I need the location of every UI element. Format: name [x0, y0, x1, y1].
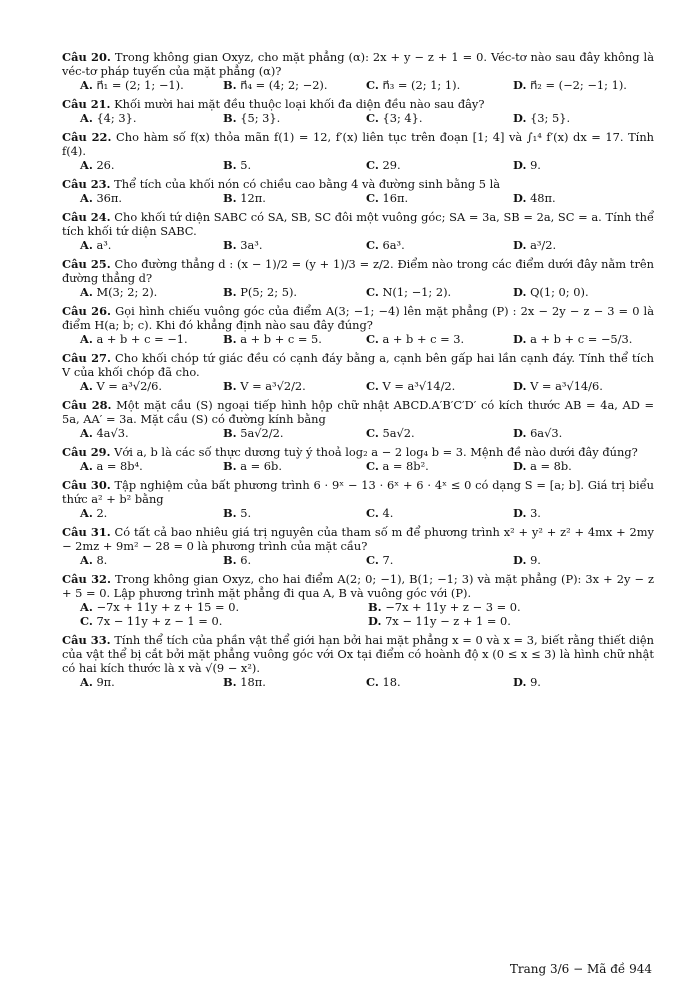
answer-option — [513, 379, 654, 393]
answer-options — [62, 332, 654, 346]
answer-option — [513, 78, 654, 92]
option-text: 5. — [240, 506, 252, 520]
option-letter: D. — [513, 379, 527, 393]
option-text: {3; 4}. — [382, 111, 423, 125]
option-text: −7x + 11y + z + 15 = 0. — [96, 600, 240, 614]
option-letter: A. — [80, 379, 93, 393]
option-letter: B. — [223, 553, 237, 567]
option-text: 6a√3. — [530, 426, 563, 440]
option-text: n⃗₁ = (2; 1; −1). — [96, 78, 184, 92]
option-text: 36π. — [96, 191, 123, 205]
option-text: 6a³. — [382, 238, 405, 252]
answer-option — [366, 332, 513, 346]
answer-option — [368, 614, 654, 628]
option-text: a + b + c = −5/3. — [530, 332, 633, 346]
question-text: Trong không gian Oxyz, cho mặt phẳng (α): 2x + y − z + 1 = 0. Véc-tơ nào sau đây không là véc-tơ pháp tuyến của mặt phẳng (α)? — [62, 50, 654, 78]
question-number: Câu 26. — [62, 304, 111, 318]
option-text: a³. — [96, 238, 112, 252]
question-stem — [62, 445, 654, 459]
question-text: Với a, b là các số thực dương tuỳ ý thoả log₂ a − 2 log₄ b = 3. Mệnh đề nào dưới đây đúng? — [114, 445, 638, 459]
option-letter: C. — [366, 111, 379, 125]
question-stem — [62, 398, 654, 426]
option-letter: B. — [223, 191, 237, 205]
answer-option — [223, 379, 366, 393]
question-number: Câu 27. — [62, 351, 111, 365]
answer-option — [223, 78, 366, 92]
question-number: Câu 33. — [62, 633, 111, 647]
option-letter: B. — [223, 506, 237, 520]
answer-option — [513, 111, 654, 125]
question-block — [62, 525, 654, 567]
option-text: 7. — [382, 553, 394, 567]
answer-option — [366, 191, 513, 205]
answer-option — [223, 158, 366, 172]
answer-option — [80, 675, 223, 689]
option-letter: B. — [223, 111, 237, 125]
option-letter: A. — [80, 675, 93, 689]
question-number: Câu 24. — [62, 210, 111, 224]
option-text: M(3; 2; 2). — [96, 285, 158, 299]
option-text: 18π. — [240, 675, 266, 689]
answer-option — [80, 459, 223, 473]
question-block — [62, 572, 654, 628]
option-letter: C. — [80, 614, 93, 628]
question-stem — [62, 97, 654, 111]
option-letter: B. — [223, 332, 237, 346]
question-stem — [62, 130, 654, 158]
answer-option — [366, 78, 513, 92]
option-letter: A. — [80, 426, 93, 440]
answer-option — [513, 332, 654, 346]
answer-option — [223, 675, 366, 689]
question-stem — [62, 50, 654, 78]
option-text: 7x − 11y + z − 1 = 0. — [96, 614, 223, 628]
option-letter: C. — [366, 426, 379, 440]
question-block — [62, 177, 654, 205]
option-letter: D. — [513, 78, 527, 92]
answer-options — [62, 553, 654, 567]
question-block — [62, 445, 654, 473]
option-letter: C. — [366, 553, 379, 567]
answer-option — [366, 379, 513, 393]
option-text: n⃗₃ = (2; 1; 1). — [382, 78, 461, 92]
answer-option — [80, 553, 223, 567]
exam-page — [62, 50, 654, 694]
page-footer: Trang 3/6 − Mã đề 944 — [509, 962, 652, 976]
question-stem — [62, 210, 654, 238]
option-text: a = 8b⁴. — [96, 459, 143, 473]
answer-option — [513, 238, 654, 252]
option-letter: C. — [366, 285, 379, 299]
option-letter: D. — [513, 332, 527, 346]
answer-options — [62, 191, 654, 205]
question-number: Câu 31. — [62, 525, 111, 539]
question-text: Trong không gian Oxyz, cho hai điểm A(2; 0; −1), B(1; −1; 3) và mặt phẳng (P): 3x + 2y − z + 5 = 0. Lập phương trình mặt phẳng đi qua A, B và vuông góc với (P). — [62, 572, 654, 600]
question-text: Tập nghiệm của bất phương trình 6 · 9ˣ − 13 · 6ˣ + 6 · 4ˣ ≤ 0 có dạng S = [a; b]. Giá trị biểu thức a² + b² bằng — [62, 478, 654, 506]
option-text: 2. — [96, 506, 108, 520]
answer-option — [223, 238, 366, 252]
question-block — [62, 304, 654, 346]
option-letter: A. — [80, 600, 93, 614]
question-number: Câu 32. — [62, 572, 111, 586]
answer-options — [62, 459, 654, 473]
option-letter: D. — [513, 675, 527, 689]
option-text: 5a√2. — [382, 426, 415, 440]
option-text: a = 6b. — [240, 459, 282, 473]
answer-option — [223, 506, 366, 520]
option-text: 8. — [96, 553, 108, 567]
answer-option — [223, 426, 366, 440]
option-letter: C. — [366, 238, 379, 252]
answer-option — [513, 191, 654, 205]
answer-option — [366, 111, 513, 125]
option-text: Q(1; 0; 0). — [530, 285, 589, 299]
option-letter: B. — [223, 158, 237, 172]
option-letter: C. — [366, 379, 379, 393]
option-letter: C. — [366, 158, 379, 172]
option-letter: D. — [513, 191, 527, 205]
option-letter: B. — [223, 426, 237, 440]
answer-options — [62, 675, 654, 689]
option-letter: D. — [513, 553, 527, 567]
question-block — [62, 257, 654, 299]
option-text: V = a³√14/6. — [530, 379, 603, 393]
answer-options — [62, 379, 654, 393]
option-text: 9π. — [96, 675, 115, 689]
question-block — [62, 210, 654, 252]
option-text: 5. — [240, 158, 252, 172]
answer-option — [513, 426, 654, 440]
answer-option — [80, 379, 223, 393]
answer-options — [62, 238, 654, 252]
option-letter: D. — [513, 506, 527, 520]
question-number: Câu 25. — [62, 257, 111, 271]
question-text: Cho đường thẳng d : (x − 1)/2 = (y + 1)/3 = z/2. Điểm nào trong các điểm dưới đây nằm trên đường thẳng d? — [62, 257, 654, 285]
question-text: Một mặt cầu (S) ngoại tiếp hình hộp chữ nhật ABCD.A′B′C′D′ có kích thước AB = 4a, AD = 5a, AA′ = 3a. Mặt cầu (S) có đường kính bằng — [62, 398, 654, 426]
option-letter: B. — [223, 285, 237, 299]
option-text: 3. — [530, 506, 541, 520]
option-text: 9. — [530, 675, 541, 689]
option-letter: A. — [80, 459, 93, 473]
answer-option — [80, 191, 223, 205]
option-text: 18. — [382, 675, 401, 689]
answer-option — [223, 111, 366, 125]
option-letter: D. — [513, 158, 527, 172]
question-text: Tính thể tích của phần vật thể giới hạn bởi hai mặt phẳng x = 0 và x = 3, biết rằng thiết diện của vật thể bị cắt bởi mặt phẳng vuông góc với Ox tại điểm có hoành độ x (0 ≤ x ≤ 3) là hình chữ nhật có hai kích thước là x và √(9 − x²). — [62, 633, 655, 675]
question-stem — [62, 525, 654, 553]
answer-option — [366, 426, 513, 440]
option-letter: C. — [366, 459, 379, 473]
question-block — [62, 130, 654, 172]
option-text: 9. — [530, 553, 541, 567]
answer-option — [80, 238, 223, 252]
question-stem — [62, 572, 654, 600]
question-text: Gọi hình chiếu vuông góc của điểm A(3; −1; −4) lên mặt phẳng (P) : 2x − 2y − z − 3 = 0 là điểm H(a; b; c). Khi đó khẳng định nào sau đây đúng? — [62, 304, 654, 332]
question-stem — [62, 351, 654, 379]
question-stem — [62, 177, 654, 191]
option-letter: B. — [368, 600, 382, 614]
answer-option — [223, 191, 366, 205]
option-text: a = 8b². — [382, 459, 429, 473]
answer-option — [80, 285, 223, 299]
answer-option — [80, 111, 223, 125]
option-letter: B. — [223, 459, 237, 473]
question-text: Khối mười hai mặt đều thuộc loại khối đa diện đều nào sau đây? — [114, 97, 485, 111]
option-text: a + b + c = 5. — [240, 332, 322, 346]
answer-option — [80, 614, 368, 628]
option-text: 7x − 11y − z + 1 = 0. — [385, 614, 511, 628]
answer-option — [223, 332, 366, 346]
question-number: Câu 29. — [62, 445, 111, 459]
option-letter: D. — [368, 614, 382, 628]
option-letter: B. — [223, 675, 237, 689]
question-text: Cho khối tứ diện SABC có SA, SB, SC đôi một vuông góc; SA = 3a, SB = 2a, SC = a. Tính thể tích khối tứ diện SABC. — [62, 210, 655, 238]
answer-options — [62, 506, 654, 520]
question-block — [62, 398, 654, 440]
question-block — [62, 633, 654, 689]
question-text: Cho khối chóp tứ giác đều có cạnh đáy bằng a, cạnh bên gấp hai lần cạnh đáy. Tính thể tích V của khối chóp đã cho. — [62, 351, 654, 379]
answer-option — [80, 78, 223, 92]
option-letter: A. — [80, 238, 93, 252]
option-letter: C. — [366, 332, 379, 346]
question-stem — [62, 633, 654, 675]
answer-option — [366, 158, 513, 172]
option-text: a³/2. — [530, 238, 557, 252]
option-text: a + b + c = −1. — [96, 332, 188, 346]
option-letter: A. — [80, 553, 93, 567]
option-letter: A. — [80, 78, 93, 92]
option-text: 6. — [240, 553, 252, 567]
option-text: 48π. — [530, 191, 556, 205]
question-number: Câu 28. — [62, 398, 112, 412]
option-text: 4a√3. — [96, 426, 129, 440]
option-text: {4; 3}. — [96, 111, 137, 125]
option-text: 12π. — [240, 191, 266, 205]
option-letter: A. — [80, 506, 93, 520]
option-text: 5a√2/2. — [240, 426, 284, 440]
option-text: a + b + c = 3. — [382, 332, 465, 346]
option-letter: D. — [513, 111, 527, 125]
question-block — [62, 97, 654, 125]
option-text: n⃗₄ = (4; 2; −2). — [240, 78, 328, 92]
option-letter: C. — [366, 675, 379, 689]
answer-option — [513, 459, 654, 473]
answer-option — [223, 553, 366, 567]
option-text: P(5; 2; 5). — [240, 285, 298, 299]
option-letter: D. — [513, 238, 527, 252]
option-letter: C. — [366, 78, 379, 92]
answer-option — [366, 459, 513, 473]
option-letter: D. — [513, 459, 527, 473]
question-block — [62, 50, 654, 92]
option-text: V = a³√2/6. — [96, 379, 163, 393]
answer-option — [513, 506, 654, 520]
option-letter: A. — [80, 191, 93, 205]
option-text: 29. — [382, 158, 401, 172]
answer-option — [366, 238, 513, 252]
question-number: Câu 22. — [62, 130, 112, 144]
answer-option — [223, 459, 366, 473]
option-text: n⃗₂ = (−2; −1; 1). — [530, 78, 627, 92]
option-letter: D. — [513, 285, 527, 299]
option-text: −7x + 11y + z − 3 = 0. — [385, 600, 521, 614]
answer-option — [513, 675, 654, 689]
option-text: 9. — [530, 158, 541, 172]
answer-options — [62, 600, 654, 628]
option-text: N(1; −1; 2). — [382, 285, 452, 299]
option-text: V = a³√2/2. — [240, 379, 306, 393]
answer-option — [80, 506, 223, 520]
answer-option — [366, 285, 513, 299]
option-text: {3; 5}. — [530, 111, 571, 125]
answer-option — [80, 332, 223, 346]
question-number: Câu 23. — [62, 177, 111, 191]
answer-options — [62, 285, 654, 299]
option-letter: B. — [223, 379, 237, 393]
answer-option — [368, 600, 654, 614]
option-text: 4. — [382, 506, 394, 520]
answer-option — [513, 553, 654, 567]
answer-option — [80, 426, 223, 440]
question-block — [62, 351, 654, 393]
option-letter: C. — [366, 506, 379, 520]
option-letter: A. — [80, 332, 93, 346]
option-letter: A. — [80, 111, 93, 125]
option-letter: B. — [223, 78, 237, 92]
answer-option — [513, 285, 654, 299]
answer-option — [80, 158, 223, 172]
answer-options — [62, 78, 654, 92]
option-letter: A. — [80, 285, 93, 299]
question-stem — [62, 304, 654, 332]
option-letter: B. — [223, 238, 237, 252]
option-text: {5; 3}. — [240, 111, 281, 125]
answer-option — [366, 553, 513, 567]
question-number: Câu 21. — [62, 97, 111, 111]
option-text: V = a³√14/2. — [382, 379, 456, 393]
option-text: 16π. — [382, 191, 409, 205]
question-number: Câu 20. — [62, 50, 111, 64]
answer-options — [62, 158, 654, 172]
answer-option — [366, 675, 513, 689]
option-text: 3a³. — [240, 238, 263, 252]
question-block — [62, 478, 654, 520]
answer-option — [513, 158, 654, 172]
answer-options — [62, 426, 654, 440]
question-stem — [62, 257, 654, 285]
option-letter: A. — [80, 158, 93, 172]
question-text: Cho hàm số f(x) thỏa mãn f(1) = 12, f′(x) liên tục trên đoạn [1; 4] và ∫₁⁴ f′(x) dx = 17. Tính f(4). — [62, 130, 654, 158]
option-text: a = 8b. — [530, 459, 572, 473]
answer-option — [80, 600, 368, 614]
answer-options — [62, 111, 654, 125]
question-number: Câu 30. — [62, 478, 111, 492]
option-text: 26. — [96, 158, 115, 172]
option-letter: C. — [366, 191, 379, 205]
answer-option — [223, 285, 366, 299]
answer-option — [366, 506, 513, 520]
question-text: Có tất cả bao nhiêu giá trị nguyên của tham số m để phương trình x² + y² + z² + 4mx + 2my − 2mz + 9m² − 28 = 0 là phương trình của mặt cầu? — [62, 525, 654, 553]
question-text: Thể tích của khối nón có chiều cao bằng 4 và đường sinh bằng 5 là — [114, 177, 501, 191]
question-stem — [62, 478, 654, 506]
option-letter: D. — [513, 426, 527, 440]
